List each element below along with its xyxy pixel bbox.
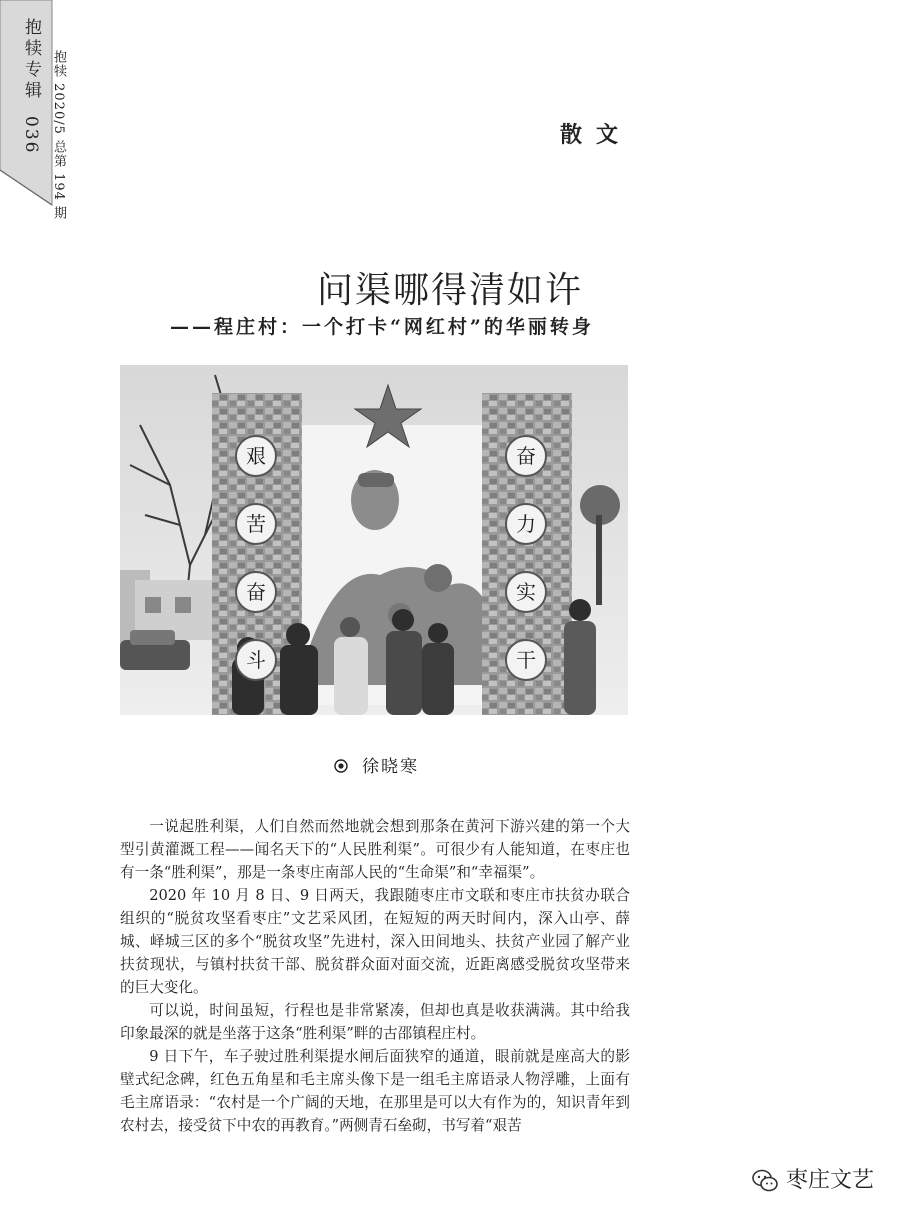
article-photo <box>120 365 628 715</box>
body-paragraph: 一说起胜利渠，人们自然而然地就会想到那条在黄河下游兴建的第一个大型引黄灌溉工程——闻名天下的“人民胜利渠”。可很少有人能知道，在枣庄也有一条“胜利渠”，那是一条枣庄南部人民的“生命渠”和“幸福渠”。 <box>120 818 630 881</box>
wechat-icon <box>752 1169 778 1193</box>
body-paragraph: 可以说，时间虽短，行程也是非常紧凑，但却也真是收获满满。其中给我印象最深的就是坐落于这条“胜利渠”畔的古邵镇程庄村。 <box>120 1002 630 1042</box>
section-label: 散文 <box>560 123 633 148</box>
pillar-medallion: 干 <box>505 639 547 681</box>
watermark-text: 枣庄文艺 <box>786 1168 875 1193</box>
double-circle-icon <box>334 759 348 773</box>
pillar-medallion: 斗 <box>235 639 277 681</box>
corner-series-label: 抱犊专辑 <box>21 18 41 102</box>
pillar-medallion: 实 <box>505 571 547 613</box>
article-title: 问渠哪得清如许 <box>316 270 583 311</box>
right-pillar-medallions <box>505 435 549 681</box>
byline <box>334 752 419 777</box>
article-subtitle: ——程庄村：一个打卡“网红村”的华丽转身 <box>170 316 594 338</box>
pillar-medallion: 奋 <box>235 571 277 613</box>
wechat-watermark <box>752 1163 874 1194</box>
body-paragraph: 2020 年 10 月 8 日、9 日两天，我跟随枣庄市文联和枣庄市扶贫办联合组织的“脱贫攻坚看枣庄”文艺采风团，在短短的两天时间内，深入山亭、薛城、峄城三区的多个“脱贫攻坚”先进村，深入田间地头、扶贫产业园了解产业扶贫现状，与镇村扶贫干部、脱贫群众面对面交流，近距离感受脱贫攻坚带来的巨大变化。 <box>120 887 630 996</box>
pillar-medallion: 力 <box>505 503 547 545</box>
pillar-medallion: 奋 <box>505 435 547 477</box>
author-name: 徐晓寒 <box>362 757 419 777</box>
pillar-medallion: 艰 <box>235 435 277 477</box>
article-body <box>120 815 630 1137</box>
left-pillar-medallions <box>235 435 279 681</box>
pillar-medallion: 苦 <box>235 503 277 545</box>
page-number: 036 <box>21 116 41 155</box>
issue-meta: 抱犊 2020/5 总第 194 期 <box>51 50 66 221</box>
body-paragraph: 9 日下午，车子驶过胜利渠提水闸后面狭窄的通道，眼前就是座高大的影壁式纪念碑，红色五角星和毛主席头像下是一组毛主席语录人物浮雕，上面有毛主席语录：“农村是一个广阔的天地，在那里是可以大有作为的，知识青年到农村去，接受贫下中农的再教育。”两侧青石垒砌，书写着“艰苦 <box>120 1048 630 1134</box>
memorial-photo-illustration <box>120 365 628 715</box>
